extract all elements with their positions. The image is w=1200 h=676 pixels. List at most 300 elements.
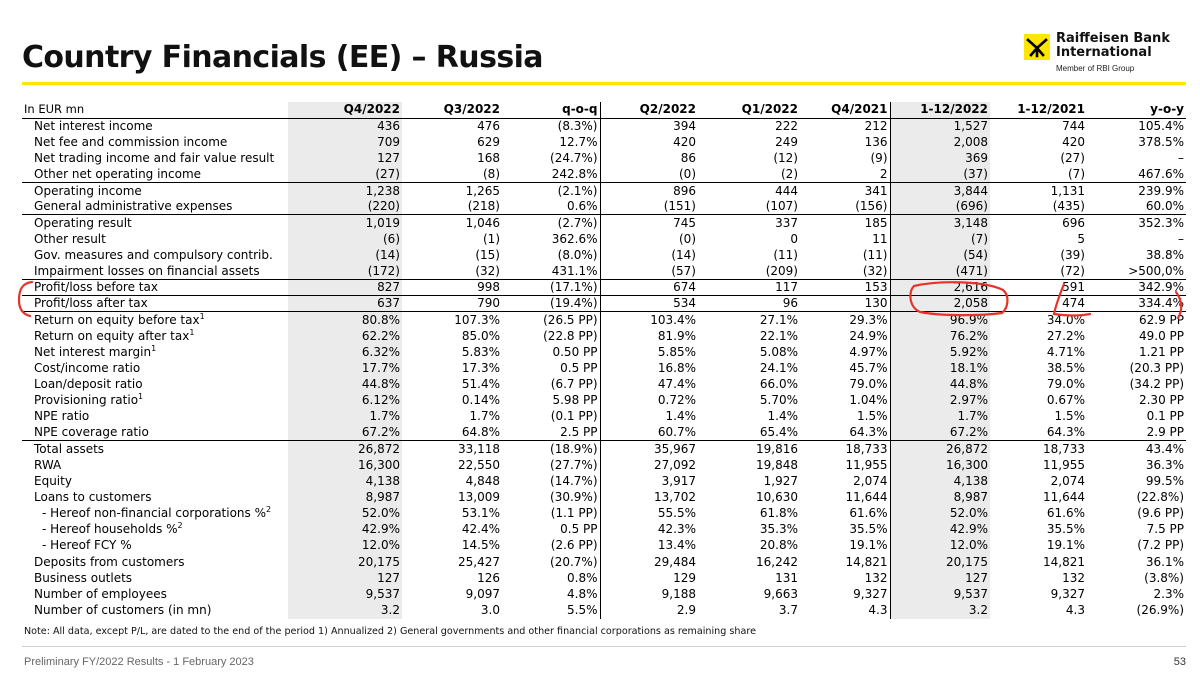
table-cell: 44.8% <box>288 376 402 392</box>
table-cell: (22.8%) <box>1136 489 1184 504</box>
table-cell: (14) <box>288 247 402 263</box>
table-cell: (2.6 PP) <box>502 538 600 554</box>
table-cell: 18,733 <box>800 441 890 457</box>
table-cell: (11) <box>800 247 890 263</box>
table-row <box>22 489 1186 505</box>
row-label <box>22 586 288 602</box>
table-cell: 61.6% <box>1046 506 1085 521</box>
table-cell: 591 <box>990 280 1087 296</box>
row-label <box>22 522 288 538</box>
table-cell: 16,300 <box>288 457 402 473</box>
table-cell: 65.4% <box>759 425 798 440</box>
table-cell: 9,188 <box>661 586 696 601</box>
table-cell: 44.8% <box>890 376 990 392</box>
footnote-ref: 2 <box>266 505 272 515</box>
table-cell: 126 <box>477 570 500 585</box>
table-row <box>22 360 1186 376</box>
table-cell: (3.8%) <box>1144 570 1184 585</box>
table-cell: 22.1% <box>759 328 798 343</box>
row-label-text: Operating income <box>34 183 142 198</box>
logo-name-line2: International <box>1056 45 1152 60</box>
table-cell: 5.83% <box>461 344 500 359</box>
table-cell: (27) <box>1060 150 1085 165</box>
row-label <box>22 344 288 360</box>
row-label-text: Net trading income and fair value result <box>34 150 275 165</box>
row-label-text: RWA <box>34 457 62 472</box>
table-cell: 2,058 <box>890 296 990 312</box>
table-cell: 637 <box>288 296 402 312</box>
table-cell: 26,872 <box>288 441 402 457</box>
row-label <box>22 134 288 150</box>
column-header: Q3/2022 <box>402 102 502 118</box>
table-cell: 12.7% <box>502 134 600 150</box>
row-label-text: Number of customers (in mn) <box>34 602 212 617</box>
table-cell: 36.1% <box>1145 554 1184 569</box>
table-cell: (8.0%) <box>502 247 600 263</box>
table-cell: 4,138 <box>890 473 990 489</box>
row-label <box>22 602 288 618</box>
table-cell: 35.5% <box>1046 522 1085 537</box>
table-cell: 2,616 <box>890 280 990 296</box>
table-cell: 60.0% <box>1145 199 1184 214</box>
table-cell: 85.0% <box>461 328 500 343</box>
table-cell: (209) <box>765 263 798 278</box>
table-cell: 17.3% <box>461 360 500 375</box>
table-cell: (15) <box>475 247 500 262</box>
logo-name <box>1056 32 1170 60</box>
table-cell: 43.4% <box>1087 441 1186 457</box>
table-cell: 2,074 <box>1050 473 1085 488</box>
table-row <box>22 215 1186 231</box>
table-cell: (0.1 PP) <box>502 409 600 425</box>
table-cell: – <box>1178 150 1184 165</box>
row-label <box>22 425 288 441</box>
table-row <box>22 586 1186 602</box>
table-cell: 11 <box>800 231 890 247</box>
column-header: 1-12/2022 <box>890 102 990 118</box>
table-cell: 62.2% <box>288 328 402 344</box>
table-cell: 362.6% <box>502 231 600 247</box>
table-cell: (2) <box>781 166 798 181</box>
table-cell: 168 <box>477 150 500 165</box>
table-cell: 20,175 <box>288 554 402 570</box>
table-row <box>22 506 1186 522</box>
table-cell: 2.97% <box>890 393 990 409</box>
row-label-text: General administrative expenses <box>34 199 233 214</box>
table-cell: 2.9 PP <box>1146 425 1184 440</box>
row-label <box>22 489 288 505</box>
table-cell: (1.1 PP) <box>502 506 600 522</box>
table-cell: 10,630 <box>756 489 798 504</box>
table-cell: 153 <box>800 280 890 296</box>
table-cell: 127 <box>288 150 402 166</box>
table-cell: 99.5% <box>1145 473 1184 488</box>
table-cell: 394 <box>673 118 696 133</box>
table-cell: (72) <box>1060 263 1085 278</box>
table-cell: 5.08% <box>759 344 798 359</box>
row-label-text: Return on equity before tax <box>34 312 200 327</box>
row-label-text: Net interest income <box>34 118 153 133</box>
table-cell: 2.30 PP <box>1138 393 1184 408</box>
table-cell: 35.3% <box>759 522 798 537</box>
row-label <box>22 150 288 166</box>
table-cell: 998 <box>402 280 502 296</box>
table-cell: 35,967 <box>600 441 698 457</box>
table-cell: 185 <box>800 215 890 231</box>
table-cell: 19.1% <box>800 538 890 554</box>
table-cell: 42.3% <box>657 522 696 537</box>
row-label <box>22 554 288 570</box>
table-cell: 5.70% <box>759 393 798 408</box>
page-title: Country Financials (EE) – Russia <box>22 40 543 75</box>
column-header: q-o-q <box>502 102 600 118</box>
table-cell: 1,238 <box>288 183 402 199</box>
table-cell: 1.7% <box>890 409 990 425</box>
row-label <box>22 118 288 134</box>
table-cell: 2.9 <box>676 602 696 617</box>
column-header: Q4/2021 <box>800 102 890 118</box>
column-header: y-o-y <box>1087 102 1186 118</box>
table-header-row <box>22 102 1186 118</box>
table-cell: 29.3% <box>800 312 890 328</box>
row-label <box>22 231 288 247</box>
table-row <box>22 199 1186 215</box>
table-cell: 474 <box>990 296 1087 312</box>
table-cell: 1.4% <box>767 409 798 424</box>
table-cell: 9,663 <box>763 586 798 601</box>
table-cell: (8.3%) <box>502 118 600 134</box>
table-cell: 1,527 <box>890 118 990 134</box>
table-cell: 0.8% <box>502 570 600 586</box>
table-cell: 19,816 <box>698 441 800 457</box>
row-label-text: Cost/income ratio <box>34 360 141 375</box>
table-row <box>22 409 1186 425</box>
table-cell: 431.1% <box>502 263 600 279</box>
table-cell: 896 <box>600 183 698 199</box>
table-cell: 64.3% <box>800 425 890 441</box>
table-cell: 1,927 <box>763 473 798 488</box>
table-cell: 212 <box>800 118 890 134</box>
table-cell: >500,0% <box>1128 263 1184 278</box>
page-number: 53 <box>1173 656 1186 668</box>
row-label <box>22 247 288 263</box>
table-cell: 24.1% <box>759 360 798 375</box>
table-cell: 11,955 <box>800 457 890 473</box>
table-cell: 20.8% <box>759 538 798 553</box>
table-cell: 51.4% <box>461 376 500 391</box>
row-label <box>22 538 288 554</box>
table-cell: 18.1% <box>890 360 990 376</box>
table-cell: (26.9%) <box>1136 602 1184 617</box>
table-cell: 534 <box>600 296 698 312</box>
table-cell: 67.2% <box>288 425 402 441</box>
table-cell: 5 <box>1077 231 1085 246</box>
table-cell: 16,242 <box>756 554 798 569</box>
column-header: Q4/2022 <box>288 102 402 118</box>
table-cell: 79.0% <box>1046 376 1085 391</box>
table-cell: (37) <box>890 167 990 183</box>
table-cell: 13,702 <box>654 489 696 504</box>
table-cell: 5.5% <box>502 602 600 618</box>
table-row <box>22 441 1186 457</box>
table-cell: (107) <box>765 199 798 214</box>
table-cell: 132 <box>1062 570 1085 585</box>
table-cell: 9,537 <box>288 586 402 602</box>
row-label-text: Loans to customers <box>34 489 152 504</box>
table-row <box>22 247 1186 263</box>
table-cell: 1.7% <box>469 409 500 424</box>
table-cell: 1,131 <box>990 183 1087 199</box>
footnote-ref: 1 <box>138 392 144 402</box>
row-label-text: Loan/deposit ratio <box>34 376 143 391</box>
footer-text: Preliminary FY/2022 Results - 1 February 2023 <box>24 656 254 668</box>
table-cell: 9,327 <box>800 586 890 602</box>
table-cell: 19.1% <box>1046 538 1085 553</box>
table-cell: 53.1% <box>461 506 500 521</box>
table-cell: 64.3% <box>1046 425 1085 440</box>
table-row <box>22 167 1186 183</box>
table-cell: 76.2% <box>890 328 990 344</box>
table-cell: 127 <box>288 570 402 586</box>
table-cell: 55.5% <box>657 506 696 521</box>
table-cell: 14,821 <box>800 554 890 570</box>
table-cell: 6.32% <box>288 344 402 360</box>
table-cell: 61.8% <box>759 506 798 521</box>
row-label-text: Business outlets <box>34 570 133 585</box>
table-cell: (172) <box>288 263 402 279</box>
row-label-text: Deposits from customers <box>34 554 185 569</box>
row-label-text: - Hereof non-financial corporations % <box>42 506 266 521</box>
table-row <box>22 231 1186 247</box>
table-cell: 38.8% <box>1145 247 1184 262</box>
table-cell: (12) <box>773 150 798 165</box>
table-cell: 136 <box>800 134 890 150</box>
table-cell: 0.6% <box>502 199 600 215</box>
row-label-text: Other result <box>34 231 106 246</box>
table-cell: 35.5% <box>800 522 890 538</box>
table-cell: (20.7%) <box>502 554 600 570</box>
table-cell: (20.3 PP) <box>1129 360 1184 375</box>
table-cell: (7.2 PP) <box>1137 538 1184 553</box>
row-label-text: Provisioning ratio <box>34 393 139 408</box>
table-cell: 96.9% <box>890 312 990 328</box>
table-cell: 1.5% <box>800 409 890 425</box>
table-cell: 47.4% <box>657 376 696 391</box>
table-cell: 13.4% <box>657 538 696 553</box>
table-row <box>22 393 1186 409</box>
row-label <box>22 199 288 215</box>
column-header: Q2/2022 <box>600 102 698 118</box>
table-cell: 81.9% <box>657 328 696 343</box>
table-cell: 0.14% <box>461 393 500 408</box>
table-cell: 2 <box>800 167 890 183</box>
row-label-text: Gov. measures and compulsory contrib. <box>34 247 273 262</box>
table-cell: 8,987 <box>288 489 402 505</box>
table-cell: – <box>1178 231 1184 246</box>
table-row <box>22 538 1186 554</box>
row-label <box>22 296 288 312</box>
table-cell: 22,550 <box>458 457 500 472</box>
row-label-text: Return on equity after tax <box>34 328 190 343</box>
row-label-text: Profit/loss after tax <box>34 296 148 311</box>
table-cell: 0.72% <box>657 393 696 408</box>
table-cell: 378.5% <box>1138 134 1184 149</box>
table-row <box>22 328 1186 344</box>
table-cell: 352.3% <box>1087 215 1186 231</box>
table-cell: 11,644 <box>1043 489 1085 504</box>
table-cell: 7.5 PP <box>1146 522 1184 537</box>
row-label <box>22 506 288 522</box>
table-row <box>22 473 1186 489</box>
financials-table <box>22 102 1186 619</box>
table-cell: 27.2% <box>1046 328 1085 343</box>
table-cell: 1.5% <box>1054 409 1085 424</box>
row-label-text: Operating result <box>34 215 132 230</box>
table-cell: 2.3% <box>1153 586 1184 601</box>
table-cell: (7) <box>1068 166 1085 181</box>
table-cell: 42.9% <box>288 522 402 538</box>
row-label-text: Net interest margin <box>34 344 152 359</box>
table-cell: 14,821 <box>1043 554 1085 569</box>
table-cell: 19,848 <box>756 457 798 472</box>
table-cell: 12.0% <box>890 538 990 554</box>
table-body <box>22 118 1186 618</box>
column-header: 1-12/2021 <box>990 102 1087 118</box>
table-cell: 696 <box>990 215 1087 231</box>
table-row <box>22 570 1186 586</box>
table-cell: (14) <box>671 247 696 262</box>
title-underline <box>22 82 1186 85</box>
row-label-text: NPE coverage ratio <box>34 425 149 440</box>
table-cell: 34.0% <box>990 312 1087 328</box>
row-label <box>22 360 288 376</box>
table-cell: 42.4% <box>461 522 500 537</box>
table-cell: (34.2 PP) <box>1129 376 1184 391</box>
raiffeisen-logo <box>1024 32 1194 78</box>
table-cell: (27.7%) <box>502 457 600 473</box>
table-cell: 745 <box>600 215 698 231</box>
table-cell: (22.8 PP) <box>502 328 600 344</box>
table-cell: 3.7 <box>778 602 798 617</box>
table-cell: 66.0% <box>759 376 798 391</box>
table-cell: 6.12% <box>288 393 402 409</box>
row-label <box>22 441 288 457</box>
row-label <box>22 328 288 344</box>
table-row <box>22 602 1186 618</box>
table-cell: 1.04% <box>800 393 890 409</box>
table-cell: 222 <box>775 118 798 133</box>
footnote-ref: 1 <box>151 343 157 353</box>
table-cell: (471) <box>890 263 990 279</box>
table-cell: 0 <box>790 231 798 246</box>
table-cell: 0.5 PP <box>502 360 600 376</box>
row-label-text: Equity <box>34 473 72 488</box>
table-cell: 33,118 <box>402 441 502 457</box>
table-cell: (2.1%) <box>502 183 600 199</box>
table-cell: (8) <box>483 166 500 181</box>
row-label <box>22 167 288 183</box>
table-cell: 444 <box>698 183 800 199</box>
row-label-text: Profit/loss before tax <box>34 280 158 295</box>
table-cell: (6.7 PP) <box>502 376 600 392</box>
table-cell: 42.9% <box>890 522 990 538</box>
table-cell: 117 <box>698 280 800 296</box>
table-cell: 11,955 <box>1043 457 1085 472</box>
table-cell: (32) <box>475 263 500 278</box>
table-cell: 61.6% <box>800 506 890 522</box>
row-label-text: Number of employees <box>34 586 167 601</box>
row-label-text: Other net operating income <box>34 166 202 181</box>
table-cell: 20,175 <box>890 554 990 570</box>
table-cell: 0.67% <box>1046 393 1085 408</box>
logo-name-line1: Raiffeisen Bank <box>1056 31 1170 46</box>
table-cell: (696) <box>890 199 990 215</box>
table-cell: 1.21 PP <box>1138 344 1184 359</box>
gable-cross-icon <box>1024 34 1050 60</box>
row-label <box>22 183 288 199</box>
table-cell: 67.2% <box>890 425 990 441</box>
footnote: Note: All data, except P/L, are dated to the end of the period 1) Annualized 2) General governments and other financial corporations as remaining share <box>24 626 756 637</box>
row-label-text: NPE ratio <box>34 409 90 424</box>
table-cell: (30.9%) <box>502 489 600 505</box>
table-cell: (6) <box>288 231 402 247</box>
table-cell: 107.3% <box>402 312 502 328</box>
table-cell: 3,917 <box>661 473 696 488</box>
table-cell: 629 <box>477 134 500 149</box>
table-row <box>22 118 1186 134</box>
table-row <box>22 280 1186 296</box>
table-cell: (7) <box>890 231 990 247</box>
table-cell: 62.9 PP <box>1087 312 1186 328</box>
table-cell: 5.92% <box>890 344 990 360</box>
row-label-text: Net fee and commission income <box>34 134 228 149</box>
table-cell: (19.4%) <box>502 296 600 312</box>
table-cell: 9,537 <box>890 586 990 602</box>
table-cell: 369 <box>890 150 990 166</box>
table-cell: 12.0% <box>288 538 402 554</box>
table-cell: 18,733 <box>990 441 1087 457</box>
table-cell: 103.4% <box>600 312 698 328</box>
table-cell: 26,872 <box>890 441 990 457</box>
table-cell: 3.2 <box>890 602 990 618</box>
row-label <box>22 280 288 296</box>
logo-tagline: Member of RBI Group <box>1056 64 1135 73</box>
unit-label: In EUR mn <box>22 102 288 118</box>
table-cell: (9.6 PP) <box>1137 506 1184 521</box>
table-cell: (39) <box>1060 247 1085 262</box>
table-cell: 4,138 <box>288 473 402 489</box>
table-cell: (435) <box>1052 199 1085 214</box>
table-cell: 52.0% <box>288 506 402 522</box>
table-cell: 4.3 <box>800 602 890 618</box>
table-cell: (220) <box>288 199 402 215</box>
table-cell: 3.2 <box>288 602 402 618</box>
table-cell: 79.0% <box>800 376 890 392</box>
table-cell: (27) <box>288 167 402 183</box>
table-row <box>22 183 1186 199</box>
table-cell: (57) <box>671 263 696 278</box>
table-cell: 60.7% <box>657 425 696 440</box>
table-cell: 1.7% <box>288 409 402 425</box>
table-cell: 132 <box>800 570 890 586</box>
footnote-ref: 1 <box>189 327 195 337</box>
table-cell: 130 <box>800 296 890 312</box>
table-cell: (218) <box>467 199 500 214</box>
table-cell: 14.5% <box>461 538 500 553</box>
table-cell: 4.3 <box>1065 602 1085 617</box>
table-cell: 744 <box>1062 118 1085 133</box>
table-cell: 420 <box>1062 134 1085 149</box>
